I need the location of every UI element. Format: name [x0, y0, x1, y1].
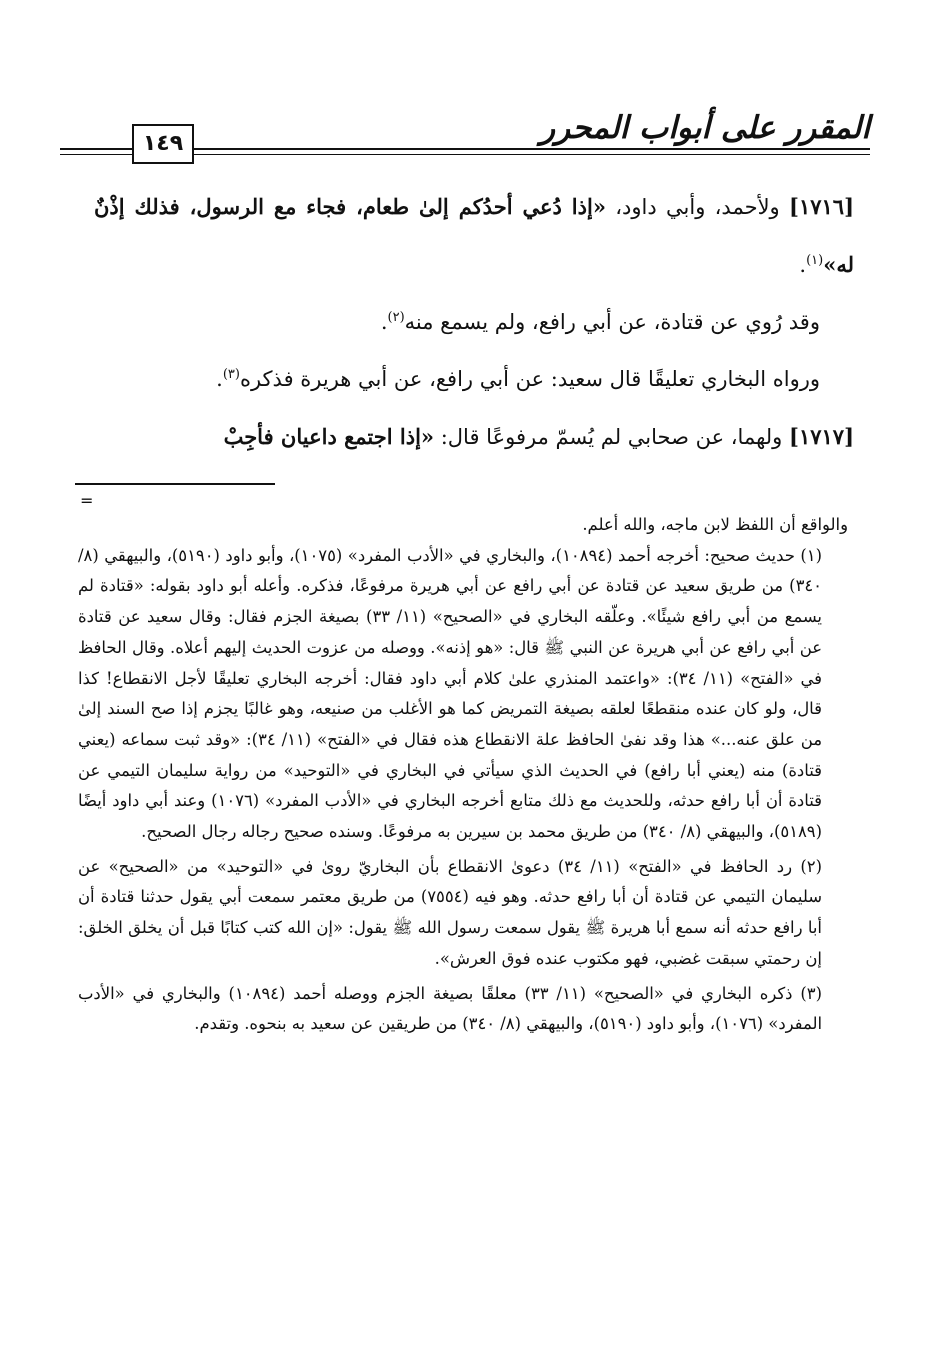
footnote-ref: (٢) [387, 310, 405, 325]
book-title: المقرر على أبواب المحرر [530, 110, 870, 146]
narration-line [94, 351, 854, 408]
narration-line [94, 294, 854, 351]
footnote-separator [75, 483, 275, 485]
sentence-end: . [799, 253, 807, 277]
hadith-intro: ولأحمد، وأبي داود، [605, 195, 789, 219]
hadith-number: [١٧١٧] [789, 424, 854, 449]
footnote-2: (٢) رد الحافظ في «الفتح» (١١/ ٣٤) دعوىٰ الانقطاع بأن البخاريّ روىٰ في «التوحيد» من «الصحيح» عن سليمان التيمي عن قتادة أن أبا رافع حدثه. وهو فيه (٧٥٥٤) من طريق معتمر سمعت أبي يقول حدثنا قتادة أن أبا رافع حدثه أنه سمع أبا هريرة ﷺ يقول سمعت رسول الله ﷺ يقول: «إن الله كتب كتابًا قبل أن يخلق الخلق: إن رحمتي سبقت غضبي، فهو مكتوب عنده فوق العرش». [78, 856, 822, 968]
page-header [60, 96, 870, 166]
footnote-ref: (١) [806, 253, 824, 268]
footnote-1: (١) حديث صحيح: أخرجه أحمد (١٠٨٩٤)، والبخاري في «الأدب المفرد» (١٠٧٥)، وأبو داود (٥١٩٠)، والبيهقي (٨/ ٣٤٠) من طريق سعيد عن قتادة عن أبي رافع عن أبي هريرة مرفوعًا، فذكره. وأعله أبو داود بقوله: «قتادة لم يسمع من أبي رافع شيئًا». وعلّقه البخاري في «الصحيح» (١١/ ٣٣) بصيغة الجزم فقال: وقال سعيد عن قتادة عن أبي رافع عن أبي هريرة عن النبي ﷺ قال: «هو إذنه». ووصله من عزوت الحديث إليهم أعلاه. وقال الحافظ في «الفتح» (١١/ ٣٤): «واعتمد المنذري علىٰ كلام أبي داود فقال: أخرجه البخاري تعليقًا لأجل الانقطاع! كذا قال، ولو كان عنده منقطعًا لعلقه بصيغة التمريض كما هو الأغلب من صنيعه، وهو غالبًا يجزم إذا صح السند إلىٰ من علق عنه...» هذا وقد نفىٰ الحافظ علة الانقطاع هذه فقال في «الفتح» (١١/ ٣٤): «وقد ثبت سماعه (يعني قتادة) منه (يعني أبا رافع) في الحديث الذي سيأتي في البخاري في «التوحيد» من رواية سليمان التيمي عن قتادة أن أبا رافع حدثه، وللحديث مع ذلك متابع أخرجه البخاري في «الأدب المفرد» (١٠٧٦) وعند أبي داود أيضًا (٥١٨٩)، والبيهقي (٨/ ٣٤٠) من طريق محمد بن سيرين به مرفوعًا. وسنده صحيح رجاله رجال الصحيح. [78, 545, 823, 842]
continuation-mark: = [80, 491, 94, 510]
hadith-quote: «إذا دُعي أحدُكم إلىٰ طعام، فجاء مع الرسول، فذلك إذْنٌ له» [94, 194, 854, 277]
main-text [94, 178, 854, 466]
sentence-end: . [216, 367, 223, 391]
hadith-1716 [94, 178, 854, 294]
footnote-continuation: والواقع أن اللفظ لابن ماجه، والله أعلم. [582, 515, 848, 534]
hadith-quote: «إذا اجتمع داعيان فأجِبْ [223, 424, 435, 449]
sentence-end: . [380, 310, 388, 334]
footnotes [78, 510, 848, 1040]
hadith-number: [١٧١٦] [789, 194, 854, 219]
page-number: ١٤٩ [132, 124, 194, 164]
narration-text: ورواه البخاري تعليقًا قال سعيد: عن أبي رافع، عن أبي هريرة فذكره [239, 367, 820, 391]
hadith-1717 [94, 408, 854, 466]
narration-text: وقد رُوي عن قتادة، عن أبي رافع، ولم يسمع منه [404, 310, 820, 334]
footnote-ref: (٣) [222, 367, 240, 382]
hadith-intro: ولهما، عن صحابي لم يُسمّ مرفوعًا قال: [434, 425, 789, 449]
footnote-3: (٣) ذكره البخاري في «الصحيح» (١١/ ٣٣) معلقًا بصيغة الجزم ووصله أحمد (١٠٨٩٤) والبخاري في «الأدب المفرد» (١٠٧٦)، وأبو داود (٥١٩٠)، والبيهقي (٨/ ٣٤٠) من طريقين عن سعيد به بنحوه. وتقدم. [78, 983, 822, 1034]
